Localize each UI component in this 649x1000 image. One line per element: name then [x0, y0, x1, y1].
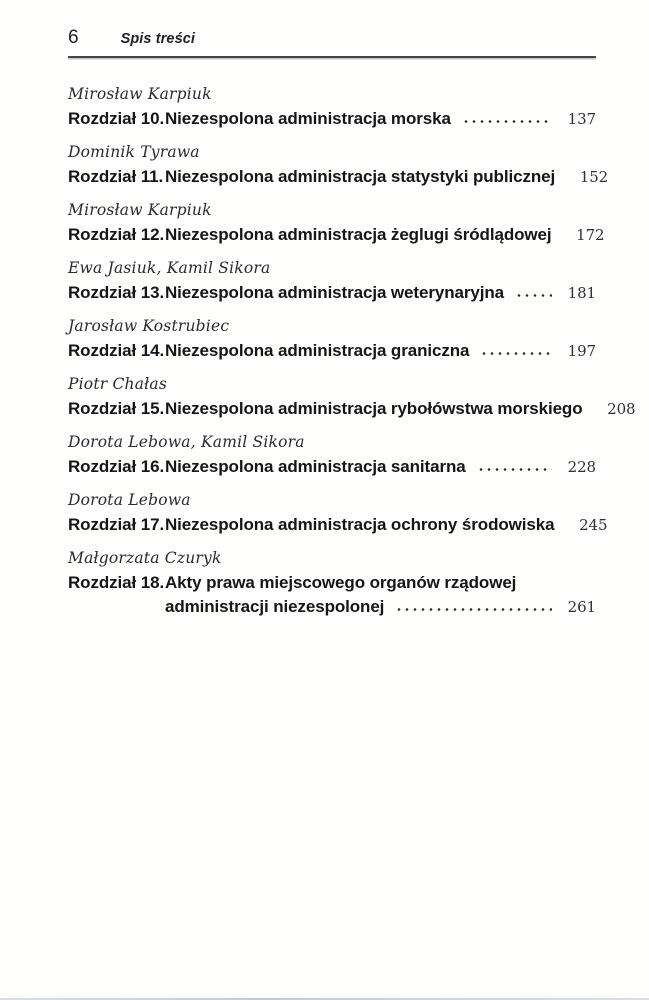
entry-authors: Mirosław Karpiuk: [68, 201, 212, 219]
chapter-title-text: Niezespolona administracja graniczna: [165, 341, 470, 360]
chapter-title-lines: [165, 571, 596, 619]
toc-list: [68, 85, 636, 619]
chapter-label: Rozdział 16.: [68, 457, 165, 476]
chapter-label: Rozdział 11.: [68, 167, 164, 186]
chapter-title-line: [165, 165, 609, 189]
chapter-page-number: 261: [567, 598, 596, 616]
chapter-title-line: [165, 513, 608, 537]
chapter-label: Rozdział 18.: [68, 573, 165, 592]
entry-authors: Dorota Lebowa, Kamil Sikora: [68, 433, 305, 451]
toc-entry: [68, 201, 605, 247]
running-page-number: 6: [68, 27, 79, 48]
dot-leader: [460, 118, 552, 124]
dot-leader: [478, 350, 552, 356]
chapter-page-number: 172: [576, 226, 605, 244]
toc-entry: [68, 259, 596, 305]
entry-authors: Piotr Chałas: [68, 375, 167, 393]
chapter-title-text: Niezespolona administracja statystyki publicznej: [165, 167, 556, 186]
toc-entry: [68, 491, 608, 537]
chapter-title-line: [165, 223, 605, 247]
chapter-title-line: [165, 595, 596, 619]
entry-authors: Mirosław Karpiuk: [68, 85, 212, 103]
chapter-title-text: Niezespolona administracja rybołówstwa morskiego: [165, 399, 583, 418]
toc-entry: [68, 143, 609, 189]
entry-authors: Dominik Tyrawa: [68, 143, 200, 161]
toc-entry: [68, 375, 636, 421]
entry-chapter: [68, 455, 596, 479]
entry-chapter: [68, 571, 596, 619]
chapter-title-line: [165, 281, 596, 305]
chapter-page-number: 152: [579, 168, 609, 186]
chapter-title-line: [165, 571, 596, 595]
dot-leader: [475, 466, 552, 472]
chapter-title-text: Niezespolona administracja żeglugi śródlądowej: [165, 225, 552, 244]
chapter-page-number: 228: [567, 458, 596, 476]
dot-leader: [393, 606, 552, 612]
chapter-label: Rozdział 17.: [68, 515, 165, 534]
chapter-title-text: Akty prawa miejscowego organów rządowej: [165, 573, 517, 592]
chapter-title-text: Niezespolona administracja sanitarna: [165, 457, 466, 476]
chapter-label: Rozdział 13.: [68, 283, 165, 302]
running-head: [68, 27, 596, 49]
toc-entry: [68, 317, 596, 363]
chapter-title-line: [165, 455, 596, 479]
chapter-title-lines: [165, 223, 605, 247]
chapter-title-lines: [165, 165, 609, 189]
toc-entry: [68, 85, 596, 131]
entry-chapter: [68, 339, 596, 363]
chapter-label: Rozdział 15.: [68, 399, 165, 418]
entry-chapter: [68, 513, 608, 537]
entry-chapter: [68, 281, 596, 305]
chapter-title-lines: [165, 513, 608, 537]
entry-authors: Dorota Lebowa: [68, 491, 191, 509]
entry-chapter: [68, 107, 596, 131]
toc-entry: [68, 549, 596, 619]
entry-authors: Jarosław Kostrubiec: [68, 317, 230, 335]
chapter-title-lines: [165, 107, 596, 131]
entry-chapter: [68, 397, 636, 421]
chapter-page-number: 197: [567, 342, 596, 360]
chapter-title-lines: [165, 281, 596, 305]
dot-leader: [513, 292, 552, 298]
chapter-title-lines: [165, 397, 636, 421]
chapter-title-text: Niezespolona administracja morska: [165, 109, 451, 128]
chapter-page-number: 181: [567, 284, 596, 302]
chapter-title-lines: [165, 339, 596, 363]
toc-entry: [68, 433, 596, 479]
chapter-page-number: 208: [607, 400, 636, 418]
chapter-title-line: [165, 397, 636, 421]
chapter-title-text: Niezespolona administracja ochrony środowiska: [165, 515, 555, 534]
entry-chapter: [68, 165, 609, 189]
chapter-title-text: administracji niezespolonej: [165, 597, 385, 616]
entry-chapter: [68, 223, 605, 247]
chapter-label: Rozdział 12.: [68, 225, 165, 244]
chapter-label: Rozdział 14.: [68, 341, 165, 360]
chapter-title-lines: [165, 455, 596, 479]
chapter-title-line: [165, 339, 596, 363]
entry-authors: Małgorzata Czuryk: [68, 549, 222, 567]
chapter-label: Rozdział 10.: [68, 109, 165, 128]
chapter-page-number: 137: [567, 110, 596, 128]
chapter-title-text: Niezespolona administracja weterynaryjna: [165, 283, 504, 302]
entry-authors: Ewa Jasiuk, Kamil Sikora: [68, 259, 271, 277]
running-section-title: Spis treści: [120, 31, 196, 47]
header-rule: [68, 56, 596, 58]
chapter-page-number: 245: [579, 516, 608, 534]
chapter-title-line: [165, 107, 596, 131]
